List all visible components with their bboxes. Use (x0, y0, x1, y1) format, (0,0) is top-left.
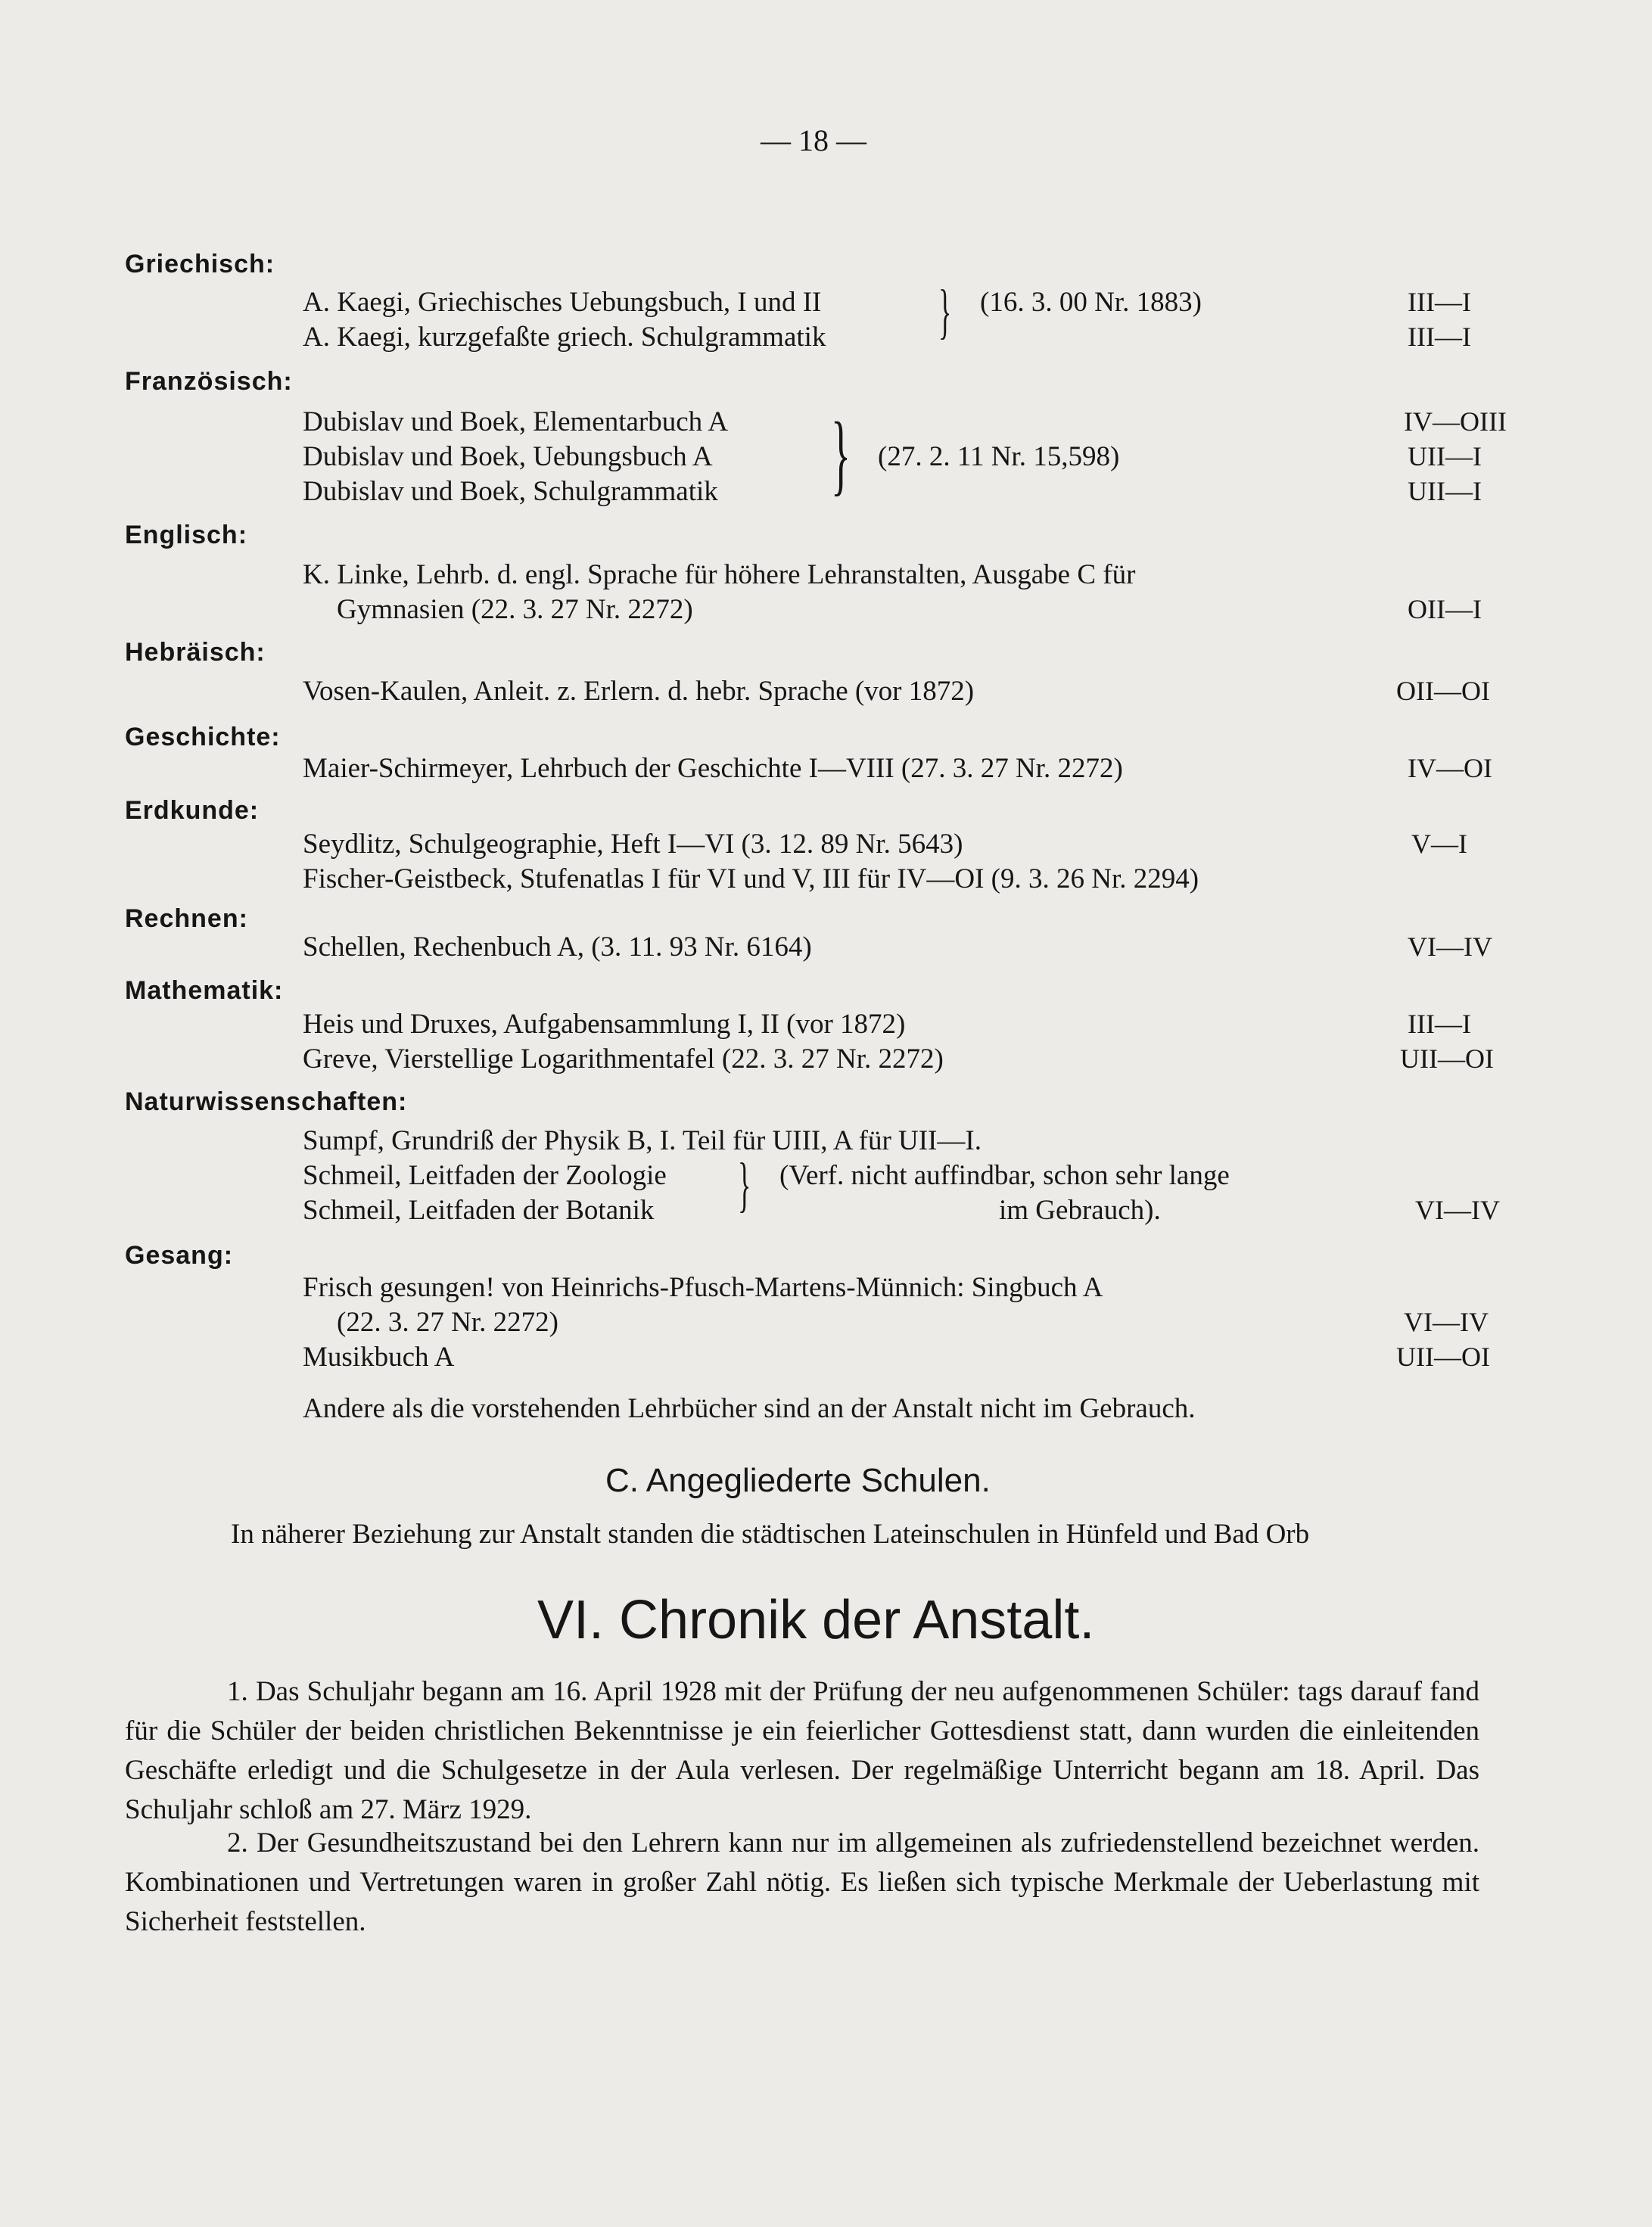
grade-range: IV—OI (1408, 753, 1492, 783)
grade-range: OII—I (1408, 594, 1482, 624)
heading-hebraeisch: Hebräisch: (125, 638, 266, 667)
heading-rechnen: Rechnen: (125, 904, 248, 933)
heading-franzoesisch: Französisch: (125, 367, 293, 396)
book-line: Dubislav und Boek, Elementarbuch A (303, 406, 729, 437)
heading-griechisch: Griechisch: (125, 250, 275, 278)
grade-range: UII—I (1408, 476, 1482, 506)
book-line: A. Kaegi, Griechisches Uebungsbuch, I und II (303, 287, 822, 318)
note-line: im Gebrauch). (999, 1195, 1161, 1226)
note-line: (Verf. nicht auffindbar, schon sehr lange (779, 1160, 1230, 1191)
book-line: Dubislav und Boek, Schulgrammatik (303, 476, 718, 507)
paragraph-text: 2. Der Gesundheitszustand bei den Lehrern kann nur im allgemeinen als zufriedenstellend bezeichnet werden. Kombinationen und Vertretungen waren in großer Zahl nötig. Es ließen sich typische Merkmale der Ueberlastung mit Sicherheit feststellen. (125, 1827, 1479, 1937)
chronik-paragraph-2 (125, 1824, 1479, 1942)
grade-range: UII—I (1408, 441, 1482, 471)
grade-range: VI—IV (1415, 1195, 1500, 1225)
grade-range: UII—OI (1396, 1342, 1490, 1372)
grade-range: III—I (1408, 1009, 1471, 1039)
chronik-paragraph-1 (125, 1672, 1479, 1830)
book-line: Fischer-Geistbeck, Stufenatlas I für VI und V, III für IV—OI (9. 3. 26 Nr. 2294) (303, 863, 1199, 894)
book-line: Frisch gesungen! von Heinrichs-Pfusch-Martens-Münnich: Singbuch A (303, 1272, 1103, 1303)
book-line: Seydlitz, Schulgeographie, Heft I—VI (3. 12. 89 Nr. 5643) (303, 829, 963, 860)
heading-geschichte: Geschichte: (125, 723, 281, 751)
book-line: K. Linke, Lehrb. d. engl. Sprache für höhere Lehranstalten, Ausgabe C für (303, 559, 1136, 590)
book-line: Schmeil, Leitfaden der Zoologie (303, 1160, 667, 1191)
book-line: Greve, Vierstellige Logarithmentafel (22. 3. 27 Nr. 2272) (303, 1044, 944, 1075)
brace-icon: } (938, 278, 952, 345)
book-line: Sumpf, Grundriß der Physik B, I. Teil für UIII, A für UII—I. (303, 1125, 982, 1156)
heading-naturwissenschaften: Naturwissenschaften: (125, 1087, 408, 1116)
book-line: Dubislav und Boek, Uebungsbuch A (303, 441, 713, 472)
book-line: Heis und Druxes, Aufgabensammlung I, II (vor 1872) (303, 1009, 906, 1040)
grade-range: III—I (1408, 287, 1471, 317)
page-number: — 18 — (761, 123, 866, 157)
heading-englisch: Englisch: (125, 521, 248, 549)
section-c-text: In näherer Beziehung zur Anstalt standen die städtischen Lateinschulen in Hünfeld und Bad Orb (231, 1519, 1310, 1550)
book-line: Vosen-Kaulen, Anleit. z. Erlern. d. hebr. Sprache (vor 1872) (303, 676, 975, 707)
book-line: A. Kaegi, kurzgefaßte griech. Schulgrammatik (303, 322, 826, 353)
section-c-title: C. Angegliederte Schulen. (605, 1462, 991, 1499)
decree-note: (27. 2. 11 Nr. 15,598) (878, 441, 1120, 472)
decree-note: (16. 3. 00 Nr. 1883) (980, 287, 1202, 318)
grade-range: OII—OI (1396, 676, 1490, 706)
heading-mathematik: Mathematik: (125, 976, 284, 1005)
grade-range: III—I (1408, 322, 1471, 352)
chronik-title: VI. Chronik der Anstalt. (537, 1590, 1095, 1650)
grade-range: VI—IV (1408, 932, 1492, 962)
book-line: Gymnasien (22. 3. 27 Nr. 2272) (337, 594, 693, 625)
paragraph-text: 1. Das Schuljahr begann am 16. April 1928 mit der Prüfung der neu aufgenommenen Schüler: tags darauf fand für die Schüler der beiden christlichen Bekenntnisse je ein feierlicher Gottesdienst statt, dann wurden die einleitenden Geschäfte erledigt und die Schulgesetze in der Aula verlesen. Der regelmäßige Unterricht begann am 18. April. Das Schuljahr schloß am 27. März 1929. (125, 1676, 1479, 1825)
brace-icon: } (738, 1152, 751, 1218)
book-line: (22. 3. 27 Nr. 2272) (337, 1307, 558, 1338)
closing-note: Andere als die vorstehenden Lehrbücher sind an der Anstalt nicht im Gebrauch. (303, 1393, 1196, 1424)
grade-range: V—I (1411, 829, 1467, 859)
book-line: Schmeil, Leitfaden der Botanik (303, 1195, 655, 1226)
brace-icon: } (831, 403, 851, 504)
heading-gesang: Gesang: (125, 1241, 234, 1270)
book-line: Schellen, Rechenbuch A, (3. 11. 93 Nr. 6164) (303, 932, 812, 963)
book-line: Musikbuch A (303, 1342, 455, 1373)
grade-range: VI—IV (1404, 1307, 1489, 1337)
book-line: Maier-Schirmeyer, Lehrbuch der Geschichte I—VIII (27. 3. 27 Nr. 2272) (303, 753, 1123, 784)
heading-erdkunde: Erdkunde: (125, 796, 260, 825)
grade-range: UII—OI (1400, 1044, 1494, 1074)
grade-range: IV—OIII (1404, 406, 1507, 437)
